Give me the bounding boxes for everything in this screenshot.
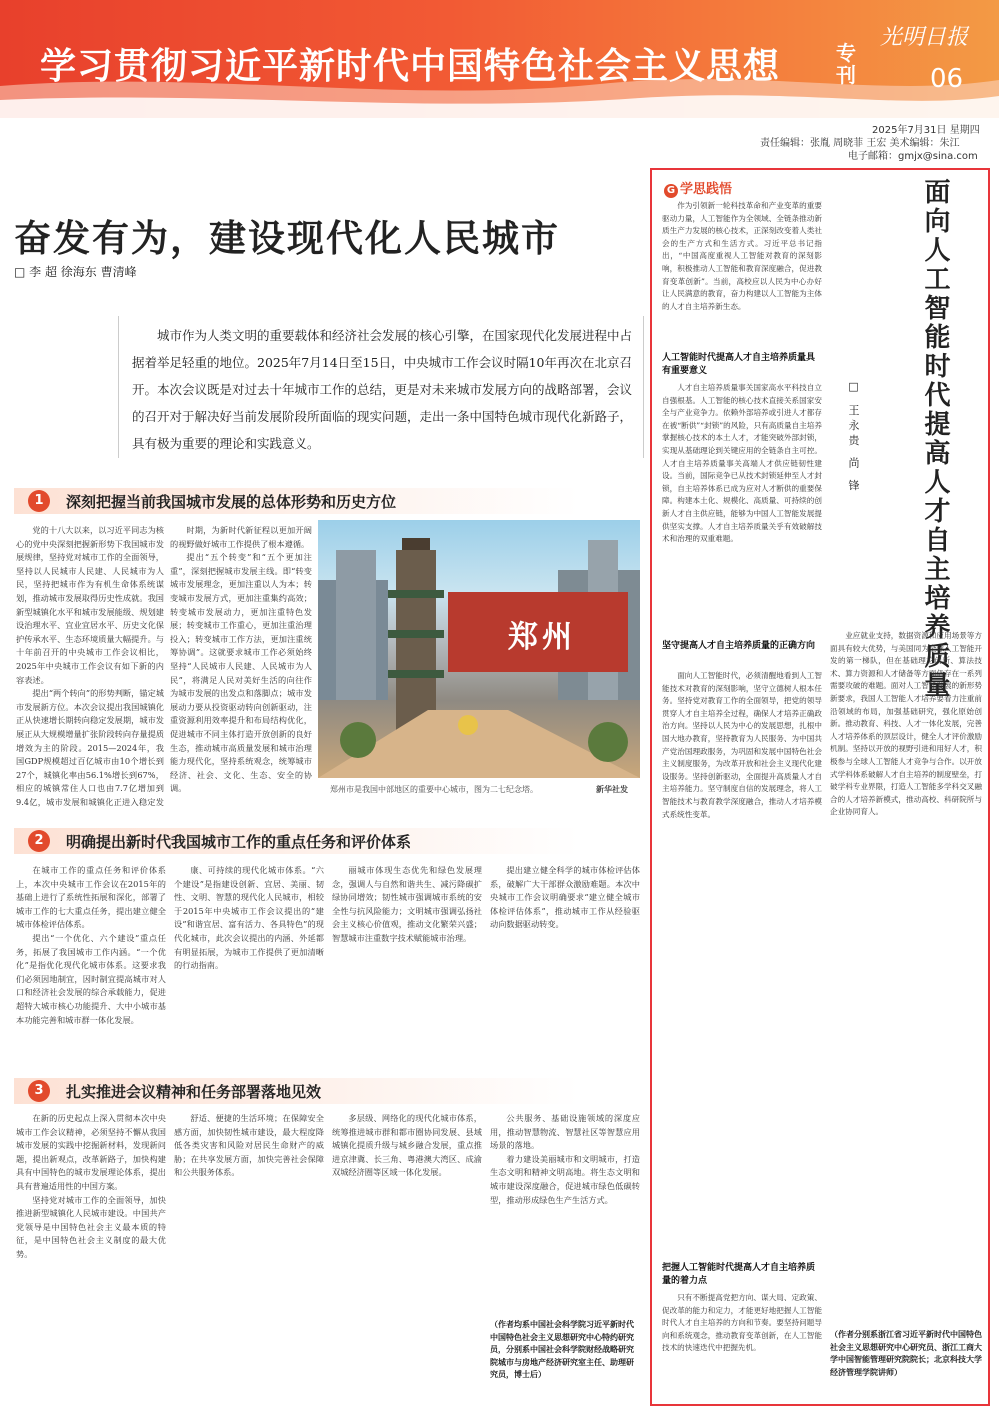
sidebar-footnote: （作者分别系浙江省习近平新时代中国特色社会主义思想研究中心研究员、浙江工商大学中国智能管理研究院院长；北京科技大学经济管理学院讲师） — [830, 1329, 982, 1377]
issue-date: 2025年7月31日 星期四 — [872, 125, 980, 136]
masthead-banner — [0, 0, 999, 118]
section-3-col-3 — [332, 1112, 482, 1406]
sidebar-title: 面向人工智能时代提高人才自主培养质量 — [920, 178, 950, 700]
section-2-title: 明确提出新时代我国城市工作的重点任务和评价体系 — [66, 833, 412, 851]
newspaper-logo: 光明日报 — [880, 25, 969, 50]
section-3-col-1 — [16, 1112, 166, 1406]
sidebar-author: □ 王永贵 尚 锋 — [847, 380, 860, 495]
paragraph: 康、可持续的现代化城市体系。“六个建设”是指建设创新、宜居、美丽、韧性、文明、智慧的现代化人民城市，相较于2015年中央城市工作会议提出的“建设”和谐宜居、富有活力、各具特色”的现代化城市，此次会议提出的内涵、外延都有明显拓展，为城市工作提供了更加清晰的行动指南。 — [174, 865, 324, 971]
banner-title: 学习贯彻习近平新时代中国特色社会主义思想 — [40, 46, 781, 87]
paragraph: 时期，为新时代新征程以更加开阔的视野做好城市工作提供了根本遵循。 — [170, 525, 312, 549]
special-edition-tag: 专刊 — [836, 41, 856, 87]
paragraph: 提出“五个转变”和“五个更加注重”，深刻把握城市发展主线。即“转变城市发展理念，更加注重以人为本；转变城市发展方式，更加注重集约高效；转变城市发展动力，更加注重特色发展；转变城市工作重心，更加注重治理投入；转变城市工作方法，更加注重统筹协调”。这就要求城市工作必须始终坚持“人民城市人民建、人民城市为人民”，将满足人民对美好生活的向往作为城市发展的出发点和落脚点；城市发展动力要从投资驱动转向创新驱动，注重资源利用效率提升和布局结构优化，促进城市不同主体打造开放创新的良好生态，推动城市高质量发展和城市治理能力现代化，坚持系统观念，统筹城市经济、社会、文化、生态、安全的协调。 — [170, 552, 312, 794]
section-2-col-4 — [490, 864, 640, 1060]
article-headline: 奋发有为，建设现代化人民城市 — [14, 216, 560, 260]
sidebar-part-1 — [662, 382, 822, 630]
section-2-col-3 — [332, 864, 482, 1060]
photo-credit: 新华社发 — [596, 784, 628, 794]
photo-caption: 郑州市是我国中部地区的重要中心城市，图为二七纪念塔。 — [330, 785, 538, 794]
paragraph: 着力建设美丽城市和文明城市，打造生态文明和精神文明高地。将生态文明和城市建设深度融合，促进城市绿色低碳转型，推动形成绿色生产生活方式。 — [490, 1153, 640, 1205]
paragraph: 提出“一个优化、六个建设”重点任务，拓展了我国城市工作内涵。“一个优化”是指优化现代化城市体系。这要求我们必须因地制宜，因时制宜提高城市对人口和经济社会发展的综合承载能力，促进超特大城市核心功能提升、大中小城市基本功能完善和城市群一体化发展。 — [16, 932, 166, 1025]
section-2-header — [14, 828, 642, 854]
paragraph: 人才自主培养质量事关国家高水平科技自立自强根基。人工智能的核心技术直接关系国家安全与产业竞争力。依赖外部培养或引进人才都存在被“断供”“封锁”的风险，只有高质量自主培养掌握核心技术的本土人才，才能突破外部封锁，实现从基础理论到关键应用的全链条自主可控。人才自主培养质量事关高端人才供应链韧性建设。当前，国际竞争已从技术封锁延伸至人才封锁，自主培养体系已成为应对人才断供的重要保障。构建本土化、规模化、高质量、可持续的创新人才自主供应链，能够为中国人工智能发展提供坚实支撑。人才自主培养质量关乎有效破解技术和治理的双重难题。 — [662, 383, 822, 544]
editor-email: 电子邮箱：gmjx@sina.com — [848, 151, 978, 162]
article-lead: 城市作为人类文明的重要载体和经济社会发展的核心引擎，在国家现代化发展进程中占据着举足轻重的地位。2025年7月14日至15日，中央城市工作会议时隔10年再次在北京召开。本次会议既是对过去十年城市工作的总结，更是对未来城市发展方向的战略部署，会议的召开对于解决好当前发展阶段所面临的现实问题，走出一条中国特色城市现代化新路子，具有极为重要的理论和实践意义。 — [132, 328, 633, 451]
photo-sign-text: 郑州 — [508, 620, 576, 655]
paragraph: 提出建立健全科学的城市体检评估体系，破解广大干部群众激励难题。本次中央城市工作会议明确要求“建立健全城市体检评估体系”，推动城市工作从经验驱动向数据驱动转变。 — [490, 865, 640, 930]
city-photo — [318, 520, 640, 778]
section-2-col-1 — [16, 864, 166, 1060]
section-3-col-4 — [490, 1112, 640, 1312]
section-3-title: 扎实推进会议精神和任务部署落地见效 — [66, 1083, 322, 1101]
photo-illustration — [318, 520, 640, 778]
section-3-col-2 — [174, 1112, 324, 1406]
section-1-number: 1 — [28, 490, 50, 512]
paragraph: 舒适、便捷的生活环境；在保障安全感方面，加快韧性城市建设，最大程度降低各类灾害和风险对居民生命财产的威胁；在共享发展方面，加快完善社会保障和公共服务体系。 — [174, 1113, 324, 1178]
paragraph: 业应就业支持，数据资源和应用场景等方面具有较大优势，与美国同为全球人工智能开发的第一梯队，但在基础理论创新、算法技术、算力资源和人才储备等方面仍存在一系列需要攻破的难题。面对人工智能发展的新形势新要求，我国人工智能人才培养要着力注重前沿领域的布局，加强基础研究，强化原始创新。推动教育、科技、人才一体化发展，完善人才培养体系的顶层设计，健全人才评价激励机制。坚持以开放的视野引进和用好人才，积极参与全球人工智能人才竞争与合作。以开放式学科体系破解人才自主培养的制度壁垒，打破学科专业界限，打造人工智能多学科交叉融合的人才培养新模式，推动高校、科研院所与企业协同育人。 — [830, 631, 982, 817]
sidebar-part-2 — [662, 670, 822, 1226]
sidebar-tag — [664, 178, 732, 198]
editor-credits: 责任编辑：张胤 周晓菲 王宏 美术编辑：朱江 — [760, 138, 960, 149]
section-1-col-2 — [170, 524, 312, 808]
sidebar-subheading-2: 坚守提高人才自主培养质量的正确方向 — [662, 641, 816, 651]
section-1-header — [14, 488, 642, 514]
article-footnote: （作者均系中国社会科学院习近平新时代中国特色社会主义思想研究中心特约研究员，分别系中国社会科学院财经战略研究院城市与房地产经济研究室主任、助理研究员，博士后） — [490, 1319, 634, 1380]
page-number: 06 — [930, 64, 964, 94]
article-authors: □ 李 超 徐海东 曹清峰 — [14, 265, 137, 279]
section-3-number: 3 — [28, 1080, 50, 1102]
sidebar-intro — [662, 200, 822, 340]
g-logo-icon: G — [664, 184, 678, 198]
paragraph: 只有不断提高党把方向、谋大局、定政策、促改革的能力和定力，才能更好地把握人工智能时代人才自主培养的方向和节奏。要坚持问题导向和系统观念，推动教育变革创新，在人工智能技术的快速迭代中把握先机。 — [662, 1293, 822, 1353]
paragraph: 丽城市体现生态优先和绿色发展理念，强调人与自然和谐共生、减污降碳扩绿协同增效；韧性城市强调城市系统的安全性与抗风险能力；文明城市强调弘扬社会主义核心价值观，推动文化繁荣兴盛；智慧城市注重数字技术赋能城市治理。 — [332, 865, 482, 943]
sidebar-part-3 — [830, 630, 982, 1320]
paragraph: 在城市工作的重点任务和评价体系上，本次中央城市工作会议在2015年的基础上进行了系统性拓展和深化，部署了城市工作的七大重点任务，提出建立健全城市体检评估体系。 — [16, 865, 166, 930]
paragraph: 公共服务、基础设施领域的深度应用，推动智慧物流、智慧社区等智慧应用场景的落地。 — [490, 1113, 640, 1151]
section-3-header — [14, 1078, 642, 1104]
section-1-title: 深刻把握当前我国城市发展的总体形势和历史方位 — [66, 493, 397, 511]
section-1-col-1 — [16, 524, 164, 808]
paragraph: 面向人工智能时代，必须清醒地看到人工智能技术对教育的深刻影响，坚守立德树人根本任务。坚持党对教育工作的全面领导，把党的领导贯穿人才自主培养全过程，确保人才培养正确政治方向。坚持以人民为中心的发展思想，扎根中国大地办教育，坚持教育为人民服务、为中国共产党治国理政服务，为巩固和发展中国特色社会主义制度服务，为改革开放和社会主义现代化建设服务。坚持创新驱动，全面提升高质量人才自主培养能力。坚守制度自信的发展理念，将人工智能技术与教育教学深度融合，推动人才培养模式系统性变革。 — [662, 671, 822, 819]
paragraph: 提出“两个转向”的形势判断，锚定城市发展新方位。本次会议提出我国城镇化正从快速增长期转向稳定发展期，城市发展正从大规模增量扩张阶段转向存量提质增效为主的阶段。2015—2024年，我国GDP规模超过百亿城市由10个增长到27个，城镇化率由56.1%增长到67%，相应的城镇常住人口也由7.7亿增加到9.4亿，城市发展和城镇化正进入稳定发 — [16, 688, 164, 807]
sidebar-tag-label: 学思践悟 — [680, 182, 733, 197]
paragraph: 党的十八大以来，以习近平同志为核心的党中央深刻把握新形势下我国城市发展规律，坚持党对城市工作的全面领导，坚持以人民城市人民建、人民城市为人民，坚持把城市作为有机生命体系统谋划，推动城市发展取得历史性成就。我国新型城镇化水平和城市发展能级、规划建设治理水平、宜业宜居水平、历史文化保护传承水平、生态环境质量大幅提升。与十年前召开的中央城市工作会议相比，2025年中央城市工作会议有如下新的内容表述。 — [16, 525, 164, 685]
paragraph: 在新的历史起点上深入贯彻本次中央城市工作会议精神，必须坚持不懈从我国城市发展的实践中挖掘新材料，发现新问题，提出新观点，改革新路子，加快构建具有中国特色的城市发展理论体系，提出具有普遍适用性的中国方案。 — [16, 1113, 166, 1191]
paragraph: 坚持党对城市工作的全面领导，加快推进新型城镇化人民城市建设。中国共产党领导是中国特色社会主义最本质的特征，是中国特色社会主义制度的最大优势。 — [16, 1194, 166, 1259]
section-2-col-2 — [174, 864, 324, 1060]
sidebar-subheading-1: 人工智能时代提高人才自主培养质量具有重要意义 — [662, 353, 816, 376]
sidebar-subheading-3: 把握人工智能时代提高人才自主培养质量的着力点 — [662, 1263, 816, 1286]
paragraph: 作为引领新一轮科技革命和产业变革的重要驱动力量，人工智能作为全领域、全链条推动新质生产力发展的核心技术，正深刻改变着人类社会的生产方式和生活方式。习近平总书记指出，“中国高度重视人工智能对教育的深刻影响，积极推动人工智能和教育深度融合，促进教育变革创新”。当前，高校应以人民为中心办好让人民满意的教育，奋力构建以人工智能为主体的人才自主培养新生态。 — [662, 201, 822, 311]
section-2-number: 2 — [28, 830, 50, 852]
paragraph: 多层级、网络化的现代化城市体系，统筹推进城市群和都市圈协同发展、县域城镇化提质升级与城乡融合发展，重点推进京津冀、长三角、粤港澳大湾区、成渝双城经济圈等区域一体化发展。 — [332, 1113, 482, 1178]
sidebar-part-4 — [662, 1292, 822, 1396]
